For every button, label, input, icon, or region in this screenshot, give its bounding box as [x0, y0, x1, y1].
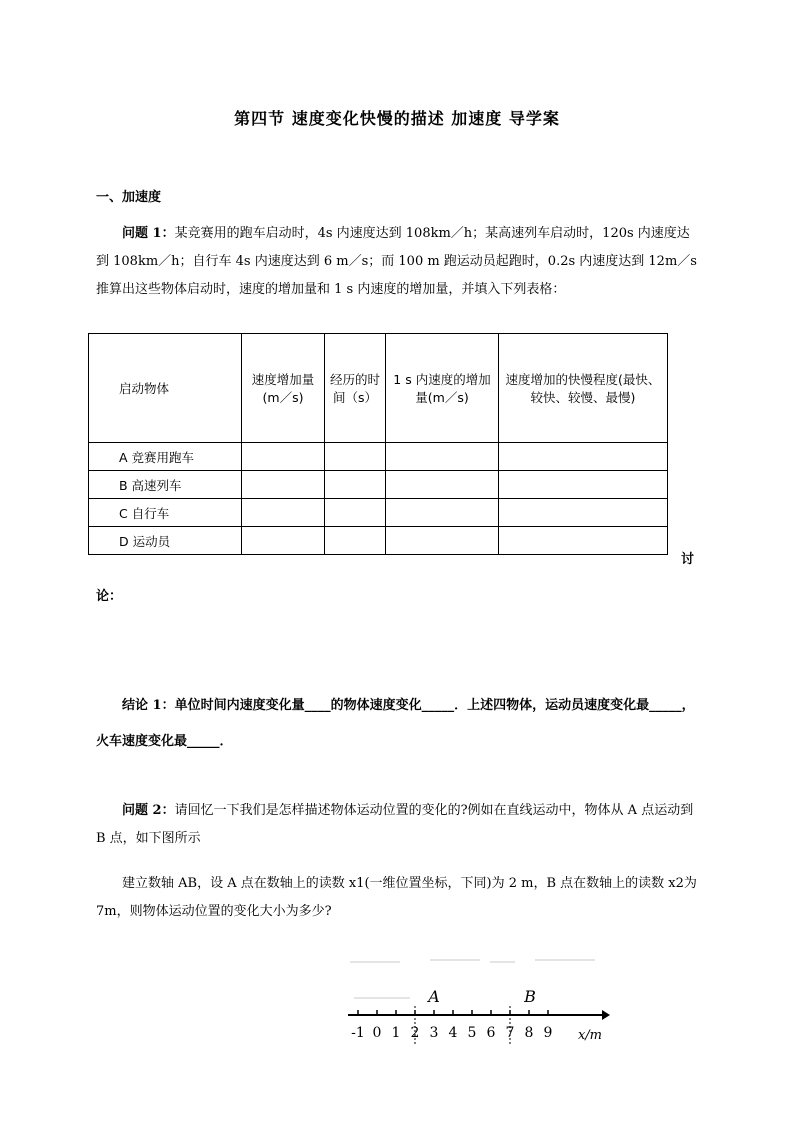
table-cell: A 竞赛用跑车 [89, 443, 242, 471]
tick-label: 0 [372, 1025, 382, 1041]
point-b-label: B [524, 987, 536, 1006]
tick-label: 1 [391, 1025, 401, 1041]
table-cell[interactable] [325, 527, 386, 555]
tick-label: 8 [524, 1025, 534, 1041]
table-header-cell: 经历的时间（s） [325, 334, 386, 443]
table-header-cell: 1 s 内速度的增加量(m／s) [386, 334, 499, 443]
tick-label: 2 [410, 1025, 420, 1041]
table-header-cell: 速度增加的快慢程度(最快、较快、较慢、最慢) [499, 334, 668, 443]
table-cell[interactable] [499, 527, 668, 555]
discuss-label-part1: 讨 [681, 552, 695, 567]
table-cell[interactable] [325, 471, 386, 499]
tick-label: 4 [448, 1025, 458, 1041]
tick-label: 3 [429, 1025, 439, 1041]
table-cell[interactable] [242, 527, 325, 555]
tick-labels [351, 1025, 552, 1041]
tick-label: 5 [467, 1025, 477, 1041]
table-row [89, 443, 668, 471]
tick-label: -1 [351, 1025, 365, 1041]
discuss-label-part2: 论： [96, 589, 123, 604]
table-row [89, 499, 668, 527]
question-1-label: 问题 1： [122, 226, 175, 241]
data-table [88, 333, 668, 555]
table-row [89, 527, 668, 555]
conclusion-1: 结论 1：单位时间内速度变化量____的物体速度变化_____．上述四物体，运动员速度变化最_____，火车速度变化最_____． [96, 698, 695, 749]
table-cell: D 运动员 [89, 527, 242, 555]
table-cell[interactable] [242, 443, 325, 471]
axis-unit-label: x/m [577, 1028, 603, 1043]
table-header-cell: 速度增加量(m／s) [242, 334, 325, 443]
page-title: 第四节 速度变化快慢的描述 加速度 导学案 [234, 109, 560, 128]
question-2-label: 问题 2： [122, 803, 175, 818]
table-cell: B 高速列车 [89, 471, 242, 499]
question-2-detail: 建立数轴 AB，设 A 点在数轴上的读数 x1(一维位置坐标，下同)为 2 m，B 点在数轴上的读数 x2为 7m，则物体运动位置的变化大小为多少? [96, 876, 697, 919]
scan-artifacts [350, 960, 595, 998]
question-1-text: 某竞赛用的跑车启动时，4s 内速度达到 108km／h；某高速列车启动时，120s 内速度达到 108km／h；自行车 4s 内速度达到 6 m／s；而 100 m 跑运动员起跑时，0.2s 内速度达到 12m／s 推算出这些物体启动时，速度的增加量和 1 s 内速度的增加量，并填入下列表格： [96, 226, 697, 297]
table-cell[interactable] [386, 499, 499, 527]
point-a-label: A [428, 987, 440, 1006]
table-cell[interactable] [499, 443, 668, 471]
tick-label: 6 [486, 1025, 496, 1041]
table-cell[interactable] [242, 471, 325, 499]
question-1 [96, 220, 700, 304]
table-cell[interactable] [242, 499, 325, 527]
table-header-cell: 启动物体 [89, 334, 242, 443]
table-cell[interactable] [386, 527, 499, 555]
question-2 [96, 797, 700, 853]
table-cell: C 自行车 [89, 499, 242, 527]
table-cell[interactable] [386, 443, 499, 471]
number-line-figure [340, 948, 610, 1048]
axis-arrow-icon [602, 1010, 610, 1020]
question-2-text: 请回忆一下我们是怎样描述物体运动位置的变化的?例如在直线运动中，物体从 A 点运动到 B 点，如下图所示 [96, 803, 694, 846]
table-header-row [89, 334, 668, 443]
table-row [89, 471, 668, 499]
tick-label: 9 [543, 1025, 553, 1041]
table-cell[interactable] [325, 499, 386, 527]
table-cell[interactable] [499, 471, 668, 499]
table-cell[interactable] [386, 471, 499, 499]
tick-label: 7 [505, 1025, 515, 1041]
table-cell[interactable] [499, 499, 668, 527]
section-heading: 一、加速度 [96, 190, 162, 205]
table-cell[interactable] [325, 443, 386, 471]
